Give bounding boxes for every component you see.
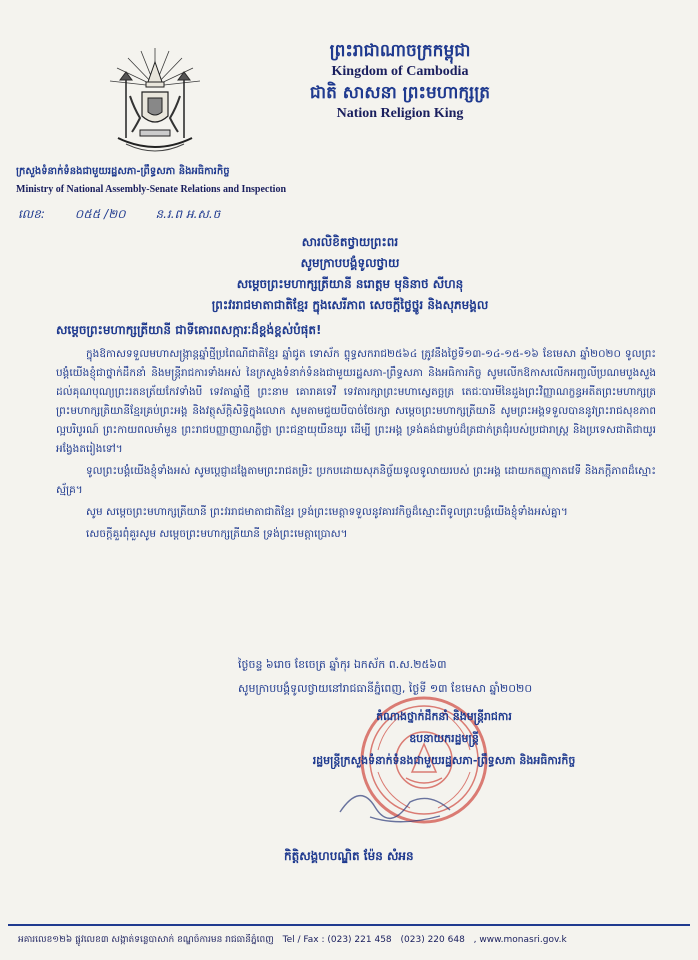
royal-emblem-icon <box>96 46 214 164</box>
title-line-1: សារលិខិតថ្វាយព្រះពរ <box>301 235 399 249</box>
signature-block <box>234 706 654 772</box>
footer <box>18 934 698 947</box>
title-line-3: សម្តេចព្រះមហាក្សត្រីយានី នរោត្តម មុនិនាថ សីហនុ <box>236 277 464 291</box>
reference-number: ០៥៥ /២០ <box>74 207 126 221</box>
kingdom-en: Kingdom of Cambodia <box>331 64 469 79</box>
salutation: សម្តេចព្រះមហាក្សត្រីយានី ជាទីគោរពសក្ការៈដ៏ខ្ពង់ខ្ពស់បំផុត! <box>56 323 322 337</box>
footer-tel: Tel / Fax : (023) 221 458 <box>282 935 392 945</box>
ministry-name-en: Ministry of National Assembly-Senate Relations and Inspection <box>16 184 287 195</box>
footer-address: អគារលេខ១២៦ ផ្លូវលេខ៣ សង្កាត់ទន្លេបាសាក់ ខណ្ឌចំការមន រាជធានីភ្នំពេញ <box>18 935 274 945</box>
date-solar: សូមក្រាបបង្គំទូលថ្វាយនៅរាជធានីភ្នំពេញ, ថ្ងៃទី ១៣ ខែមេសា ឆ្នាំ២០២០ <box>238 682 533 695</box>
date-lunar: ថ្ងៃចន្ទ ៦រោច ខែចេត្រ ឆ្នាំកុរ ឯកស័ក ព.ស.២៥៦៣ <box>238 658 447 671</box>
reference-label: លេខ: <box>18 207 45 221</box>
handwritten-signature-icon <box>330 772 470 832</box>
kingdom-kh: ព្រះរាជាណាចក្រកម្ពុជា <box>329 41 471 61</box>
reference-code: ន.រ.ព អ.ស.ច <box>155 207 221 221</box>
letter-body <box>56 345 656 547</box>
motto-kh: ជាតិ សាសនា ព្រះមហាក្សត្រ <box>309 83 491 103</box>
body-paragraph-3: សូម សម្តេចព្រះមហាក្សត្រីយានី ព្រះវររាជមាតាជាតិខ្មែរ ទ្រង់ព្រះមេត្តាទទួលនូវគារវកិច្ចដ៏ស្មោះពីទូលព្រះបង្គំយើងខ្ញុំទាំងអស់គ្នា។ <box>86 506 568 518</box>
ministry-name-kh: ក្រសួងទំនាក់ទំនងជាមួយរដ្ឋសភា-ព្រឹទ្ធសភា និងអធិការកិច្ច <box>16 166 230 177</box>
letter-titles <box>110 232 590 316</box>
title-line-2: សូមក្រាបបង្គំទូលថ្វាយ <box>300 256 400 270</box>
body-paragraph-2: ទូលព្រះបង្គំយើងខ្ញុំទាំងអស់ សូមប្តេជ្ញាដង្ហែតាមព្រះរាជតម្រិះ ប្រកបដោយសុភនិច្ច័យទូលទូលាយរបស់ ព្រះអង្គ ដោយកតញ្ញូកាតវេទី និងភក្តីភាពដ៏ស្មោះស្ម័គ្រ។ <box>56 465 656 496</box>
header-block <box>270 40 530 124</box>
signature-line-3: រដ្ឋមន្ត្រីក្រសួងទំនាក់ទំនងជាមួយរដ្ឋសភា-ព្រឹទ្ធសភា និងអធិការកិច្ច <box>312 754 576 767</box>
body-paragraph-4: សេចក្តីគួរពុំគួរសូម សម្តេចព្រះមហាក្សត្រីយានី ទ្រង់ព្រះមេត្តាប្រោស។ <box>86 528 348 540</box>
signer-name: កិត្តិសង្គហបណ្ឌិត ម៉ែន សំអន <box>284 849 414 863</box>
footer-divider <box>8 924 690 926</box>
signature-line-1: តំណាងថ្នាក់ដឹកនាំ និងមន្ត្រីរាជការ <box>376 710 512 723</box>
title-line-4: ព្រះវររាជមាតាជាតិខ្មែរ ក្នុងសេរីភាព សេចក្តីថ្លៃថ្នូរ និងសុភមង្គល <box>211 298 489 312</box>
body-paragraph-1: ក្នុងឱកាសទទួលមហាសង្ក្រាន្តឆ្នាំថ្មីប្រពៃណីជាតិខ្មែរ ឆ្នាំជូត ទោស័ក ព្ទុទ្ធសករាជ២៥៦៤ ត្រូវនឹងថ្ងៃទី១៣-១៤-១៥-១៦ ខែមេសា ឆ្នាំ២០២០ ទូលព្រះបង្គំយើងខ្ញុំជាថ្នាក់ដឹកនាំ និងមន្ត្រីរាជការទាំងអស់ នៃក្រសួងទំនាក់ទំនងជាមួយរដ្ឋសភា-ព្រឹទ្ធសភា និងអធិការកិច្ច សូមលើកឱកាសលើកអញ្ជលីប្រណមបួងសួងដល់គុណបុណ្យព្រះរតនត្រ័យកែវទាំងបី ទេវតាឆ្នាំថ្មី ព្រះនាម គោរាគទេវី ទេវតារក្សាព្រះមហាសេ្វតច្ឆត្រ តេជៈបារមីនៃដួងព្រះវិញ្ញាណក្ខន្ធអតីតព្រះមហាក្សត្រ ព្រះមហាក្សត្រិយានីខ្មែរគ្រប់ព្រះអង្គ និងវត្ថុស័ក្តិសិទ្ធិក្នុងលោក សូមតាមជួយបីបាច់ថែរក្សា សម្តេចព្រះមហាក្សត្រីយានី សូមព្រះអង្គទទួលបាននូវព្រះរាជសុខភាពល្អបរិបូរណ៍ ព្រះកាយពលមាំមួន ព្រះរាជបញ្ញាញាណភ្លឺថ្លា ព្រះជន្មាយុយឺនយូរ ដើម្បី ព្រះអង្គ ទ្រង់គង់ជាម្លប់ដ៏ត្រជាក់ត្រជុំរបស់ប្រជារាស្ត្រ និងប្រទេសជាតិជាយូរអង្វែងតរៀងទៅ។ <box>56 348 656 455</box>
footer-tel-2: (023) 220 648 <box>400 935 465 945</box>
reference-line <box>18 206 246 224</box>
footer-website: , www.monasri.gov.k <box>473 935 567 945</box>
motto-en: Nation Religion King <box>336 106 464 121</box>
signature-line-2: ឧបនាយករដ្ឋមន្ត្រី <box>409 732 479 745</box>
